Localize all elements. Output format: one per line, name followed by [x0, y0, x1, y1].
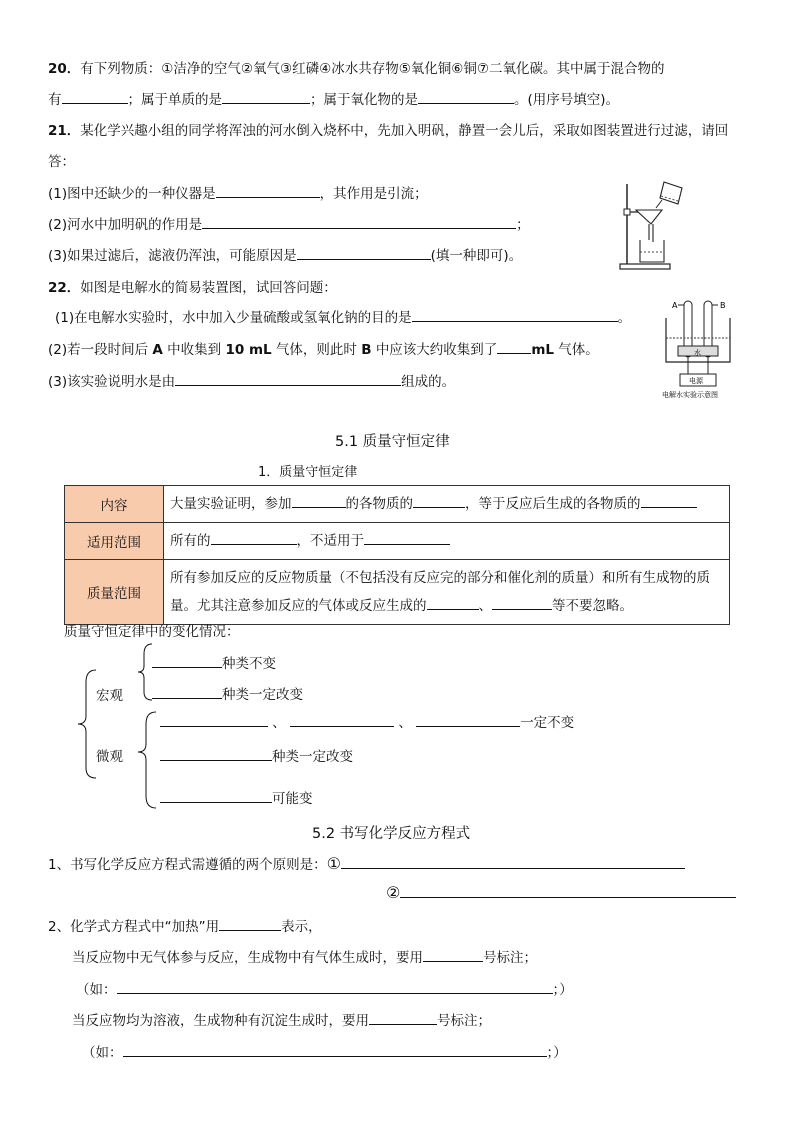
section-5-1-subtitle: 1．质量守恒定律	[258, 465, 358, 480]
table-row-content	[65, 486, 730, 523]
sec52-p2-tail: 表示，	[281, 919, 322, 935]
row3-blank-2[interactable]	[492, 595, 552, 610]
sec52-p6-label: （如：	[82, 1045, 123, 1061]
q20-number: 20．	[48, 61, 81, 77]
row2-blank-1[interactable]	[211, 530, 297, 545]
q21-blank-alum[interactable]	[202, 214, 516, 229]
row3-text-c: 、	[478, 598, 492, 614]
table-head-mass: 质量范围	[65, 560, 164, 625]
filtration-apparatus-figure	[612, 178, 694, 274]
q21-sub1-tail: ，其作用是引流；	[319, 186, 428, 202]
macro-text-2: 种类一定改变	[222, 687, 303, 703]
q21-blank-instrument[interactable]	[216, 183, 320, 198]
row3-blank-1[interactable]	[427, 595, 479, 610]
fig-label-power: 电源	[689, 377, 703, 385]
q22-sub2	[48, 338, 599, 358]
q21-sub3	[48, 244, 522, 264]
micro-blank-1c[interactable]	[416, 712, 520, 727]
macro-blank-1[interactable]	[152, 653, 222, 668]
principle-1-blank[interactable]	[341, 854, 685, 869]
q21-sub2-tail: ；	[516, 217, 530, 233]
micro-item-3	[160, 787, 313, 807]
q20-blank-oxide[interactable]	[418, 89, 514, 104]
sec52-p3	[72, 946, 537, 966]
table-cell-scope	[164, 523, 730, 560]
electrolysis-apparatus-figure	[660, 298, 738, 402]
sec52-p5	[72, 1009, 491, 1029]
table-row-mass	[65, 560, 730, 625]
q20-text: 有下列物质：①洁净的空气②氧气③红磷④冰水共存物⑤氧化铜⑥铜⑦二氧化碳。其中属于混合物的	[80, 61, 665, 77]
q22-sub3-label: (3)该实验说明水是由	[48, 374, 176, 390]
fig-caption: 电解水实验示意图	[662, 391, 718, 399]
sec52-p6-tail: ；）	[546, 1045, 567, 1061]
q22-blank-volume[interactable]	[497, 339, 531, 354]
q21-blank-reason[interactable]	[297, 245, 431, 260]
q22-sub1-label: (1)在电解水实验时，水中加入少量硫酸或氢氧化钠的目的是	[55, 310, 412, 326]
q22-blank-composition[interactable]	[175, 371, 401, 386]
q22-tube-b-ref: B	[361, 342, 372, 358]
q21-text: 某化学兴趣小组的同学将浑浊的河水倒入烧杯中，先加入明矾，静置一会儿后，采取如图装置进行过滤，请回	[80, 123, 729, 139]
row3-text-d: 等不要忽略。	[552, 598, 633, 614]
sec52-p3-label: 当反应物中无气体参与反应，生成物中有气体生成时，要用	[72, 950, 423, 966]
change-title: 质量守恒定律中的变化情况：	[64, 624, 240, 640]
table-row-scope	[65, 523, 730, 560]
principle-1-marker: ①	[326, 854, 341, 873]
q22-blank-purpose[interactable]	[412, 307, 618, 322]
q22-sub1	[55, 306, 631, 326]
macro-item-2	[152, 683, 303, 703]
row3-line2	[170, 592, 723, 620]
fig-label-water: 水	[694, 349, 701, 357]
row1-blank-1[interactable]	[292, 493, 346, 508]
section-5-1-title: 5.1 质量守恒定律	[335, 434, 450, 450]
micro-blank-3[interactable]	[160, 788, 272, 803]
row1-text-b: 的各物质的	[345, 496, 413, 512]
micro-label: 微观	[96, 749, 123, 765]
sec52-p1	[48, 853, 685, 873]
q22-tube-a-ref: A	[152, 342, 163, 358]
q22-text: 如图是电解水的简易装置图，试回答问题：	[80, 280, 337, 296]
q20-label-a: 有	[48, 92, 62, 108]
micro-text-3: 可能变	[272, 791, 313, 807]
precipitate-symbol-blank[interactable]	[369, 1010, 437, 1025]
sec52-p6	[82, 1041, 567, 1061]
q21-sub1	[48, 182, 428, 202]
table-cell-mass	[164, 560, 730, 625]
macro-blank-2[interactable]	[152, 684, 222, 699]
micro-text-1: 一定不变	[520, 715, 575, 731]
q21-sub3-label: (3)如果过滤后，滤液仍浑浊，可能原因是	[48, 248, 297, 264]
table-cell-content	[164, 486, 730, 523]
micro-blank-1b[interactable]	[290, 712, 394, 727]
q21-line2: 答：	[48, 154, 75, 170]
macro-text-1: 种类不变	[222, 656, 276, 672]
row1-blank-3[interactable]	[641, 493, 697, 508]
sec52-p5-label: 当反应物均为溶液，生成物种有沉淀生成时，要用	[72, 1013, 369, 1029]
sec52-p3-tail: 号标注；	[483, 950, 537, 966]
row3-text-a: 所有参加反应的反应物质量（不包括没有反应完的部分和催化剂的质量）和所有生成物的质	[170, 570, 710, 586]
sec52-p4-tail: ；）	[552, 982, 573, 998]
q22-sub2-mid2: 气体，则此时	[275, 342, 357, 358]
q22-sub2-label: (2)若一段时间后	[48, 342, 149, 358]
q21-line1	[48, 119, 728, 139]
row1-text-c: ，等于反应后生成的各物质的	[465, 496, 641, 512]
micro-sep-1: 、	[272, 715, 286, 731]
mass-conservation-table	[64, 485, 730, 625]
q21-number: 21．	[48, 123, 81, 139]
q20-line1	[48, 57, 665, 77]
fig-label-b: B	[720, 301, 726, 310]
macro-label: 宏观	[96, 688, 123, 704]
sec52-p1b	[386, 883, 736, 902]
micro-blank-2[interactable]	[160, 746, 272, 761]
sec52-p1-text: 1、书写化学反应方程式需遵循的两个原则是：	[48, 857, 327, 873]
sec52-p4-label: （如：	[76, 982, 117, 998]
micro-text-2: 种类一定改变	[272, 749, 353, 765]
principle-2-marker: ②	[386, 883, 401, 902]
q22-sub2-mid3: 中应该大约收集到了	[375, 342, 498, 358]
heating-symbol-blank[interactable]	[219, 916, 281, 931]
gas-symbol-blank[interactable]	[423, 947, 483, 962]
row1-text-a: 大量实验证明，参加	[170, 496, 292, 512]
sec52-p2	[48, 915, 322, 935]
micro-item-2	[160, 745, 353, 765]
q22-sub2-tail: 气体。	[558, 342, 599, 358]
table-head-content: 内容	[65, 486, 164, 523]
micro-blank-1a[interactable]	[160, 712, 268, 727]
q21-sub2-label: (2)河水中加明矾的作用是	[48, 217, 203, 233]
table-head-scope: 适用范围	[65, 523, 164, 560]
q22-volume: 10 mL	[225, 342, 272, 358]
q22-sub1-tail: 。	[617, 310, 632, 326]
q20-label-b: ；属于单质的是	[127, 92, 222, 108]
precipitate-example-blank[interactable]	[123, 1042, 547, 1057]
q22-sub3-tail: 组成的。	[401, 374, 456, 390]
q20-label-d: 。(用序号填空)。	[514, 92, 620, 108]
sec52-p4	[76, 978, 573, 998]
q20-blank-element[interactable]	[222, 89, 310, 104]
sec52-p2-label: 2、化学式方程式中“加热”用	[48, 919, 220, 935]
row2-text-a: 所有的	[170, 533, 211, 549]
row2-blank-2[interactable]	[364, 530, 450, 545]
q20-label-c: ；属于氧化物的是	[310, 92, 418, 108]
row2-text-b: ，不适用于	[296, 533, 364, 549]
q21-sub3-tail: (填一种即可)。	[430, 248, 523, 264]
q22-sub3	[48, 370, 455, 390]
fig-label-a: A	[672, 301, 678, 310]
section-5-2-title: 5.2 书写化学反应方程式	[312, 826, 471, 842]
gas-example-blank[interactable]	[117, 979, 553, 994]
micro-sep-2: 、	[398, 715, 412, 731]
row1-blank-2[interactable]	[413, 493, 465, 508]
q22-number: 22．	[48, 280, 81, 296]
q22-sub2-mid1: 中收集到	[167, 342, 222, 358]
row3-text-b: 量。尤其注意参加反应的气体或反应生成的	[170, 598, 427, 614]
sec52-p5-tail: 号标注；	[437, 1013, 491, 1029]
q21-sub2	[48, 213, 530, 233]
q20-blank-mixture[interactable]	[62, 89, 128, 104]
q22-line1	[48, 276, 337, 296]
principle-2-blank[interactable]	[400, 883, 736, 898]
q21-sub1-label: (1)图中还缺少的一种仪器是	[48, 186, 216, 202]
macro-item-1	[152, 652, 276, 672]
micro-item-1	[160, 711, 574, 731]
q22-unit: mL	[531, 342, 554, 358]
q20-line2	[48, 88, 619, 108]
